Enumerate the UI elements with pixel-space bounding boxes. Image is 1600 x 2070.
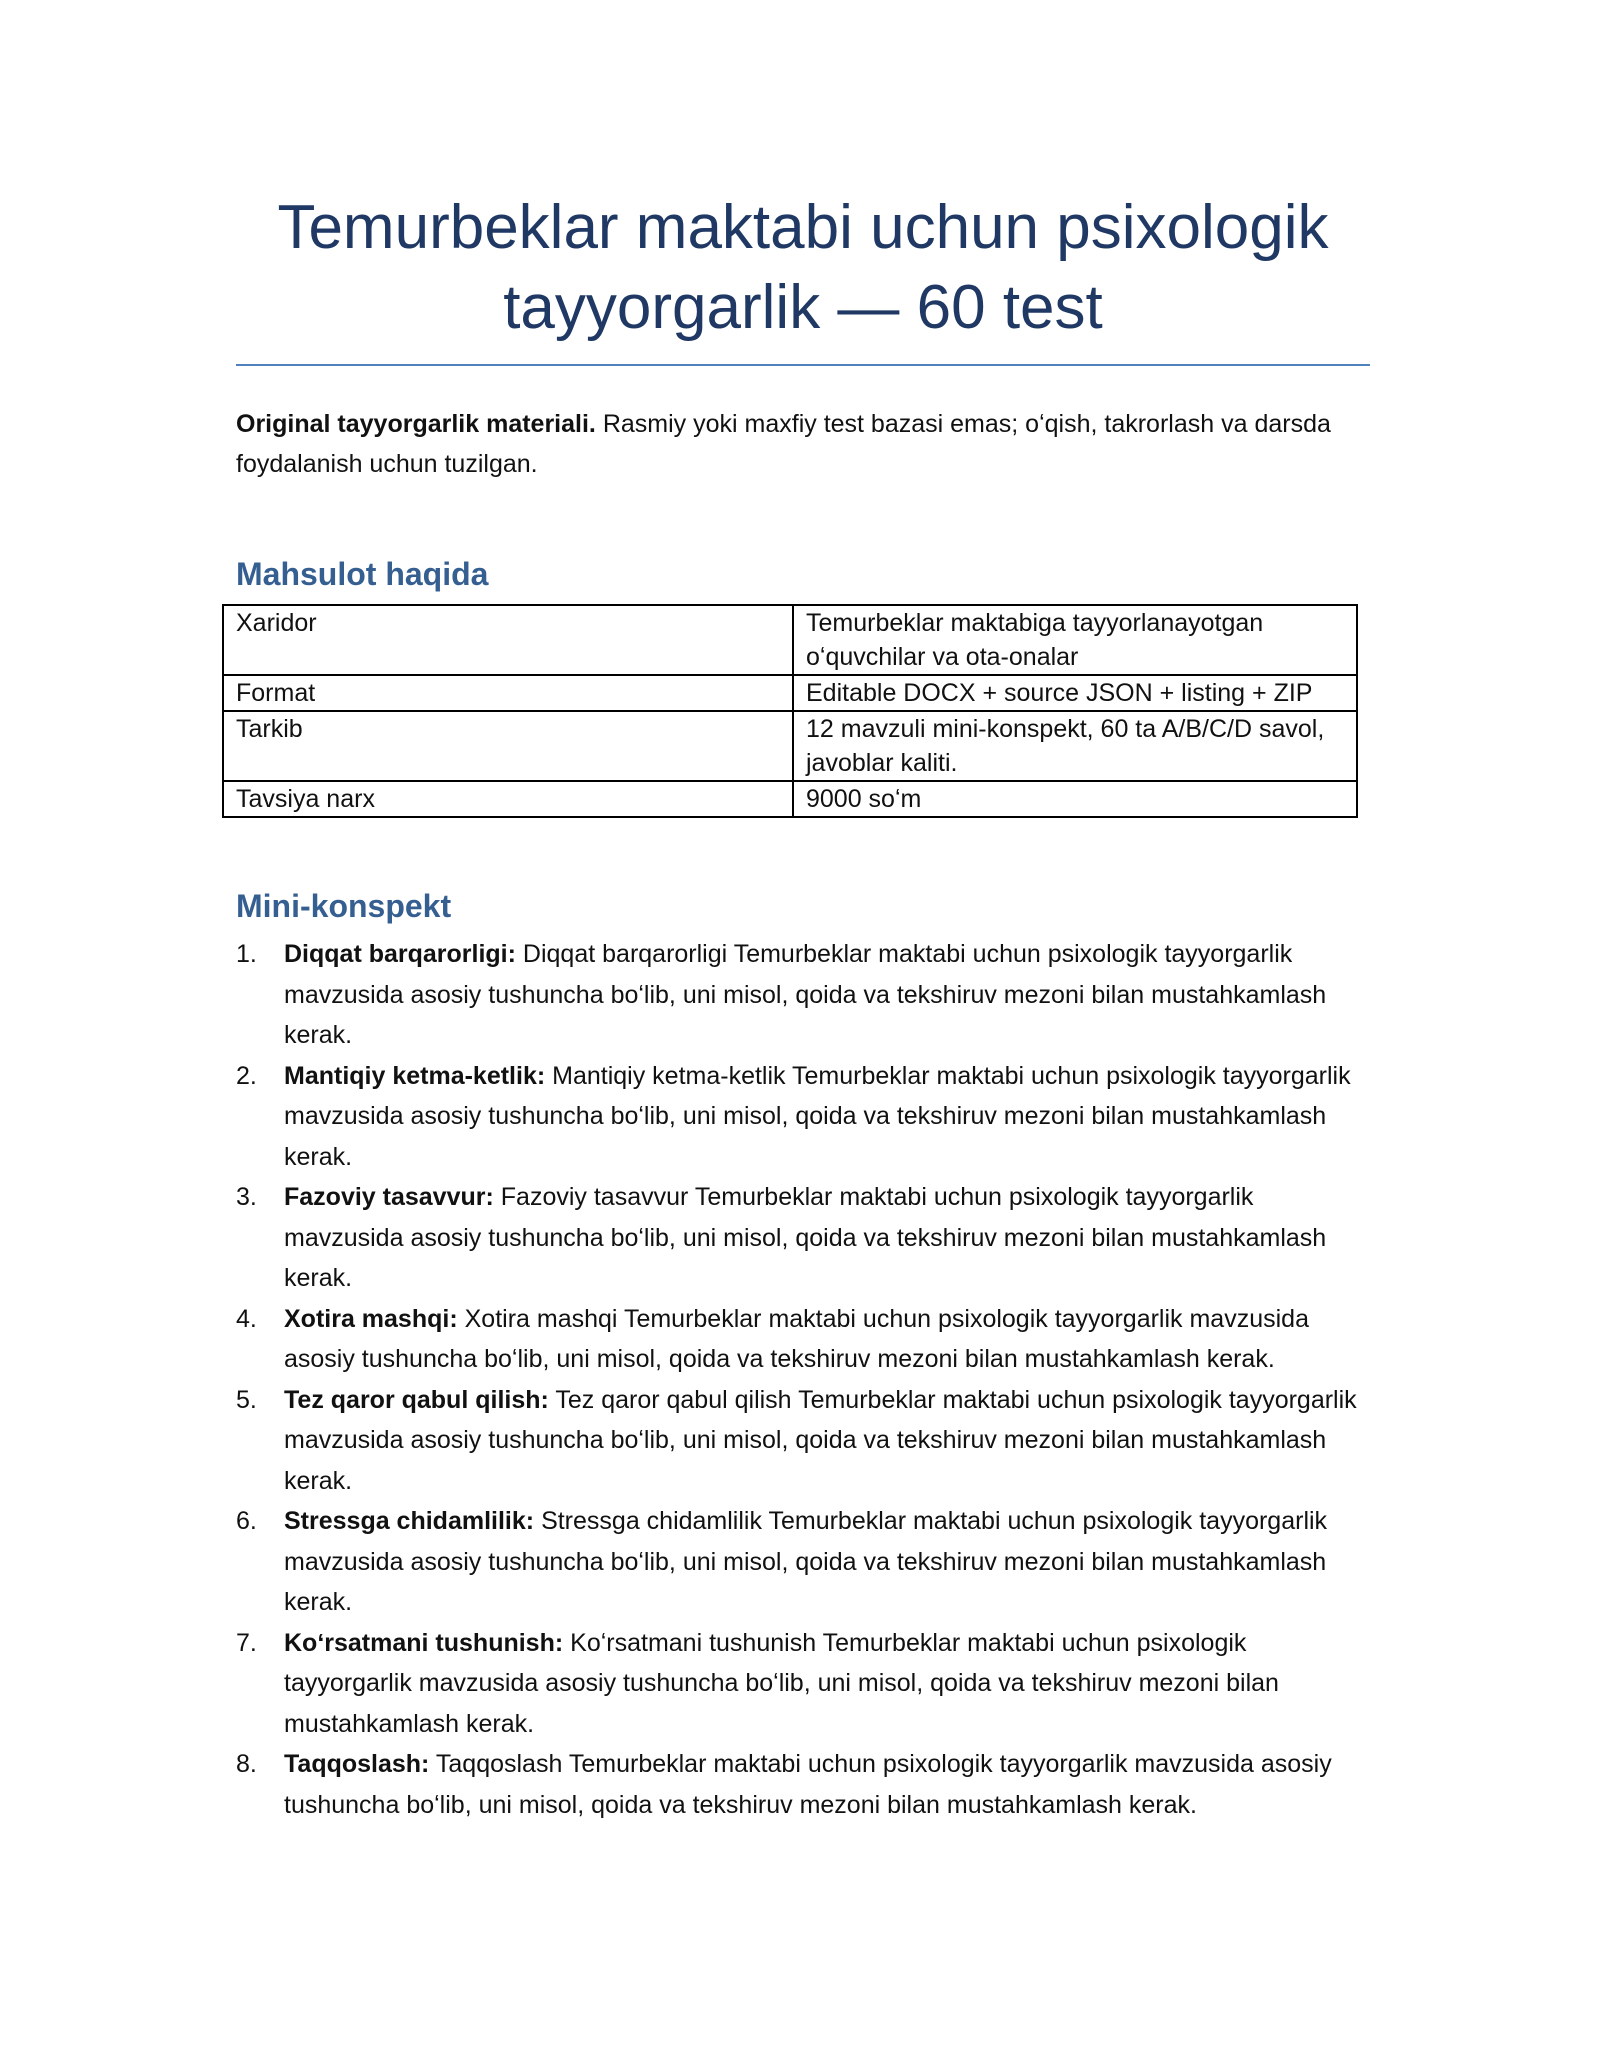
list-item-term: Mantiqiy ketma-ketlik:	[284, 1061, 546, 1090]
list-item-text: Xotira mashqi Temurbeklar maktabi uchun psixologik tayyorgarlik mavzusida asosiy tushuncha boʻlib, uni misol, qoida va tekshiruv mezoni bilan mustahkamlash kerak.	[284, 1304, 1309, 1373]
product-info-table	[222, 604, 1358, 818]
list-number: 6.	[236, 1507, 257, 1535]
table-cell-value: 12 mavzuli mini-konspekt, 60 ta A/B/C/D savol, javoblar kaliti.	[793, 711, 1357, 781]
table-cell-value: Editable DOCX + source JSON + listing + ZIP	[793, 675, 1357, 711]
list-item-term: Fazoviy tasavvur:	[284, 1183, 494, 1211]
list-item-text: Koʻrsatmani tushunish Temurbeklar maktabi uchun psixologik tayyorgarlik mavzusida asosiy tushuncha boʻlib, uni misol, qoida va tekshiruv mezoni bilan mustahkamlash kerak.	[284, 1628, 1279, 1738]
table-cell-key: Format	[223, 675, 793, 711]
list-item	[236, 1299, 1376, 1380]
table-row	[223, 675, 1357, 711]
intro-bold-label: Original tayyorgarlik materiali.	[236, 410, 596, 438]
list-item-term: Taqqoslash:	[284, 1750, 430, 1778]
list-item-text: Taqqoslash Temurbeklar maktabi uchun psixologik tayyorgarlik mavzusida asosiy tushuncha boʻlib, uni misol, qoida va tekshiruv mezoni bilan mustahkamlash kerak.	[284, 1750, 1332, 1819]
document-title: Temurbeklar maktabi uchun psixologik tayyorgarlik — 60 test	[277, 193, 1329, 342]
list-item	[236, 1744, 1376, 1825]
list-item-text: Stressga chidamlilik Temurbeklar maktabi uchun psixologik tayyorgarlik mavzusida asosiy tushuncha boʻlib, uni misol, qoida va tekshiruv mezoni bilan mustahkamlash kerak.	[284, 1507, 1328, 1616]
list-number: 3.	[236, 1183, 257, 1211]
list-item-text: Diqqat barqarorligi Temurbeklar maktabi uchun psixologik tayyorgarlik mavzusida asosiy tushuncha boʻlib, uni misol, qoida va tekshiruv mezoni bilan mustahkamlash kerak.	[284, 940, 1327, 1049]
product-heading: Mahsulot haqida	[236, 556, 489, 592]
list-number: 8.	[236, 1750, 257, 1778]
list-item-text: Tez qaror qabul qilish Temurbeklar maktabi uchun psixologik tayyorgarlik mavzusida asosiy tushuncha boʻlib, uni misol, qoida va tekshiruv mezoni bilan mustahkamlash kerak.	[284, 1385, 1357, 1495]
table-cell-key: Tavsiya narx	[223, 781, 793, 817]
table-cell-key: Xaridor	[223, 605, 793, 675]
table-row	[223, 711, 1357, 781]
title-divider	[236, 364, 1370, 366]
table-row	[223, 605, 1357, 675]
table-cell-value: 9000 soʻm	[793, 781, 1357, 817]
list-number: 5.	[236, 1385, 257, 1414]
list-number: 2.	[236, 1061, 257, 1090]
table-row	[223, 781, 1357, 817]
table-cell-value: Temurbeklar maktabiga tayyorlanayotgan oʻquvchilar va ota-onalar	[793, 605, 1357, 675]
list-item-text: Fazoviy tasavvur Temurbeklar maktabi uchun psixologik tayyorgarlik mavzusida asosiy tushuncha boʻlib, uni misol, qoida va tekshiruv mezoni bilan mustahkamlash kerak.	[284, 1183, 1327, 1292]
mini-konspekt-heading: Mini-konspekt	[236, 888, 452, 924]
list-item-term: Xotira mashqi:	[284, 1304, 458, 1333]
list-item-term: Stressga chidamlilik:	[284, 1507, 535, 1535]
list-item	[236, 1501, 1376, 1623]
list-item	[236, 1056, 1376, 1178]
list-item	[236, 1380, 1376, 1502]
list-item-term: Koʻrsatmani tushunish:	[284, 1628, 564, 1657]
intro-text: Rasmiy yoki maxfiy test bazasi emas; oʻqish, takrorlash va darsda foydalanish uchun tuzilgan.	[236, 410, 1331, 478]
list-item-term: Tez qaror qabul qilish:	[284, 1385, 549, 1414]
list-number: 7.	[236, 1628, 257, 1657]
table-cell-key: Tarkib	[223, 711, 793, 781]
list-item-term: Diqqat barqarorligi:	[284, 940, 516, 968]
mini-konspekt-list	[236, 934, 1376, 1825]
list-item	[236, 1177, 1376, 1299]
list-number: 1.	[236, 940, 257, 968]
list-item-text: Mantiqiy ketma-ketlik Temurbeklar maktabi uchun psixologik tayyorgarlik mavzusida asosiy tushuncha boʻlib, uni misol, qoida va tekshiruv mezoni bilan mustahkamlash kerak.	[284, 1061, 1351, 1171]
list-item	[236, 934, 1376, 1056]
list-number: 4.	[236, 1304, 257, 1333]
list-item	[236, 1623, 1376, 1745]
intro-paragraph	[236, 404, 1370, 484]
